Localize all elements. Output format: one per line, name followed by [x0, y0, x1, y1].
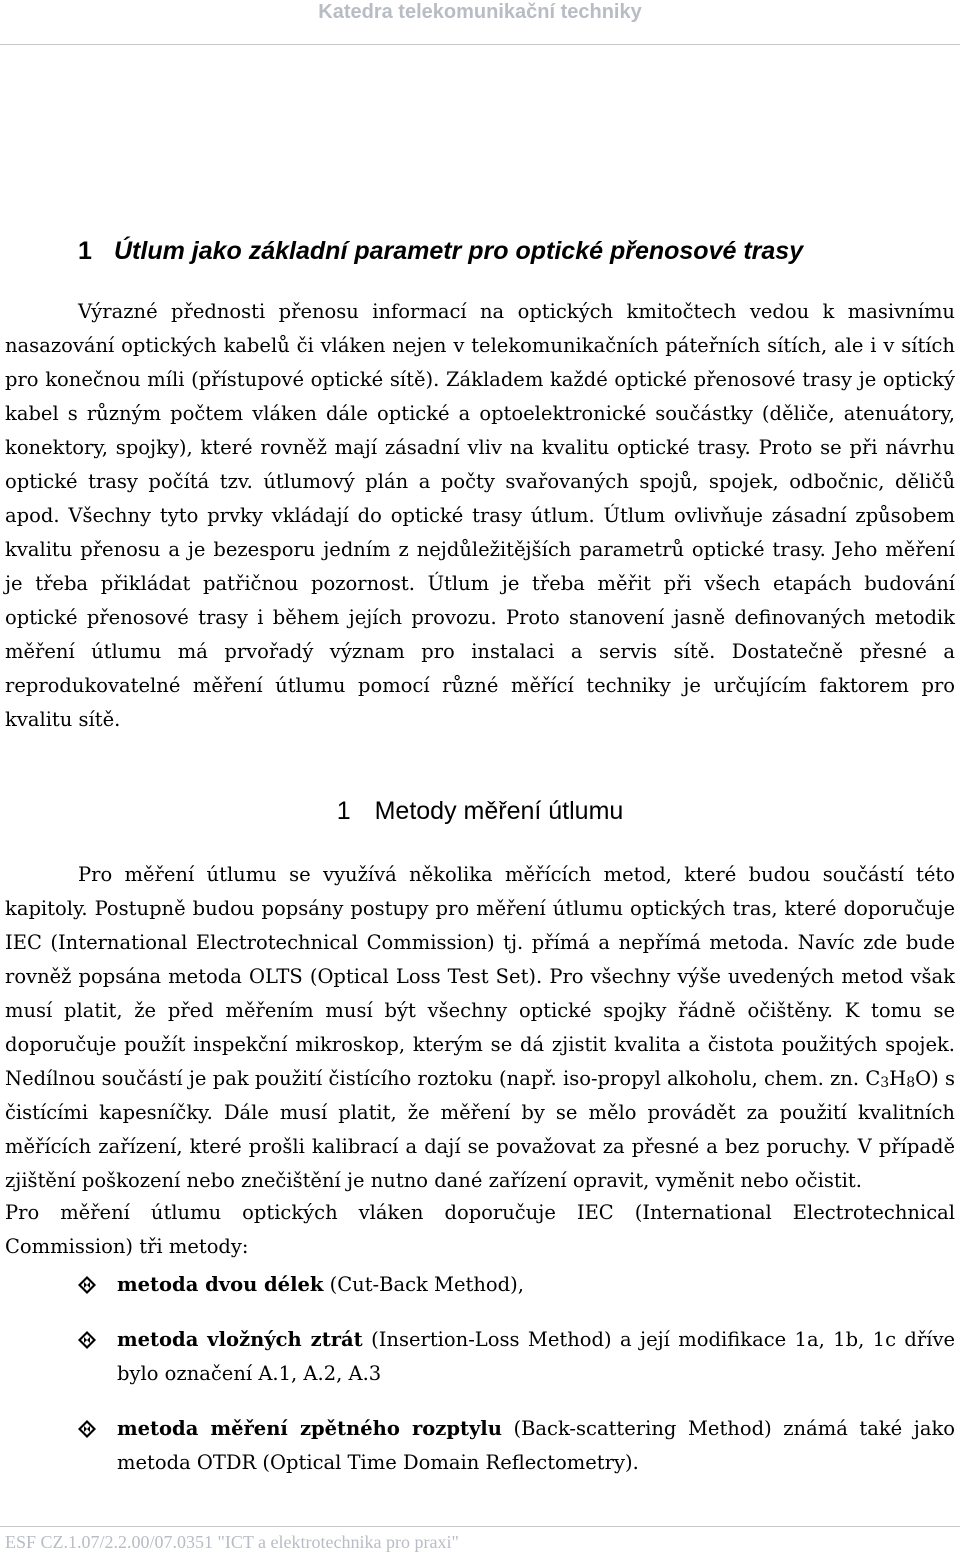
section-number: 1: [78, 237, 92, 265]
method-name: metoda vložných ztrát: [117, 1328, 363, 1351]
list-item: [0, 1323, 960, 1391]
method-description: (Insertion-Loss Method) a její modifikace 1a, 1b, 1c dříve bylo označení A.1, A.2, A.3: [117, 1328, 955, 1385]
methods-paragraph: [5, 858, 955, 1198]
methods-paragraph-text-2: ) s čistícími kapesníčky. Dále musí platit, že měření by se mělo provádět za použití kvalitních měřících zařízení, které prošli kalibrací a dají se považovat za přesné a bez poruchy. V případě zjištění poškození nebo znečištění je nutno dané zařízení opravit, vyměnit nebo očistit.: [5, 1067, 955, 1192]
page-footer: ESF CZ.1.07/2.2.00/07.0351 "ICT a elektrotechnika pro praxi": [5, 1532, 459, 1552]
diamond-bullet-icon: [78, 1331, 96, 1349]
list-item: [0, 1412, 960, 1480]
method-description: (Back-scattering Method) známá také jako metoda OTDR (Optical Time Domain Reflectometry).: [117, 1417, 955, 1474]
list-item: [0, 1268, 960, 1302]
header-divider: [0, 44, 960, 45]
subsection-number: 1: [336, 797, 351, 825]
section-heading: [78, 233, 938, 269]
chemical-formula: $C_3H_8O$: [865, 1067, 932, 1091]
method-description: (Cut-Back Method),: [323, 1273, 524, 1296]
diamond-bullet-icon: [78, 1420, 96, 1438]
method-name: metoda dvou délek: [117, 1273, 324, 1296]
footer-divider: [0, 1526, 960, 1527]
subsection-title: Metody měření útlumu: [374, 797, 624, 825]
diamond-bullet-icon: [78, 1276, 96, 1294]
list-item-text: [117, 1412, 955, 1480]
intro-paragraph: Výrazné přednosti přenosu informací na optických kmitočtech vedou k masivnímu nasazování optických kabelů či vláken nejen v telekomunikačních páteřních sítích, ale i v sítích pro konečnou míli (přístupové optické sítě). Základem každé optické přenosové trasy je optický kabel s různým počtem vláken dále optické a optoelektronické součástky (děliče, atenuátory, konektory, spojky), které rovněž mají zásadní vliv na kvalitu optické trasy. Proto se při návrhu optické trasy počítá tzv. útlumový plán a počty svařovaných spojů, spojek, odbočnic, děličů apod. Všechny tyto prvky vkládají do optické trasy útlum. Útlum ovlivňuje zásadní způsobem kvalitu přenosu a je bezesporu jedním z nejdůležitějších parametrů optické trasy. Jeho měření je třeba přikládat patřičnou pozornost. Útlum je třeba měřit při všech etapách budování optické přenosové trasy i během jejích provozu. Proto stanovení jasně definovaných metodik měření útlumu má prvořadý význam pro instalaci a servis sítě. Dostatečně přesné a reprodukovatelné měření útlumu pomocí různé měřící techniky je určujícím faktorem pro kvalitu sítě.: [5, 300, 955, 731]
section-title: Útlum jako základní parametr pro optické přenosové trasy: [114, 237, 804, 265]
page-header: Katedra telekomunikační techniky: [318, 1, 642, 23]
iec-paragraph: Pro měření útlumu optických vláken doporučuje IEC (International Electrotechnical Commission) tři metody:: [5, 1201, 955, 1258]
list-item-text: [117, 1323, 955, 1391]
methods-paragraph-text-1: Pro měření útlumu se využívá několika měřících metod, které budou součástí této kapitoly. Postupně budou popsány postupy pro měření útlumu optických tras, které doporučuje IEC (International Electrotechnical Commission) tj. přímá a nepřímá metoda. Navíc zde bude rovněž popsána metoda OLTS (Optical Loss Test Set). Pro všechny výše uvedených metod však musí platit, že před měřením musí být všechny optické spojky řádně očištěny. K tomu se doporučuje použít inspekční mikroskop, kterým se dá zjistit kvalita a čistota použitých spojek. Nedílnou součástí je pak použití čistícího roztoku (např. iso-propyl alkoholu, chem. zn.: [5, 863, 955, 1090]
subsection-heading: [0, 793, 960, 829]
method-name: metoda měření zpětného rozptylu: [117, 1417, 502, 1440]
list-item-text: [117, 1268, 955, 1302]
